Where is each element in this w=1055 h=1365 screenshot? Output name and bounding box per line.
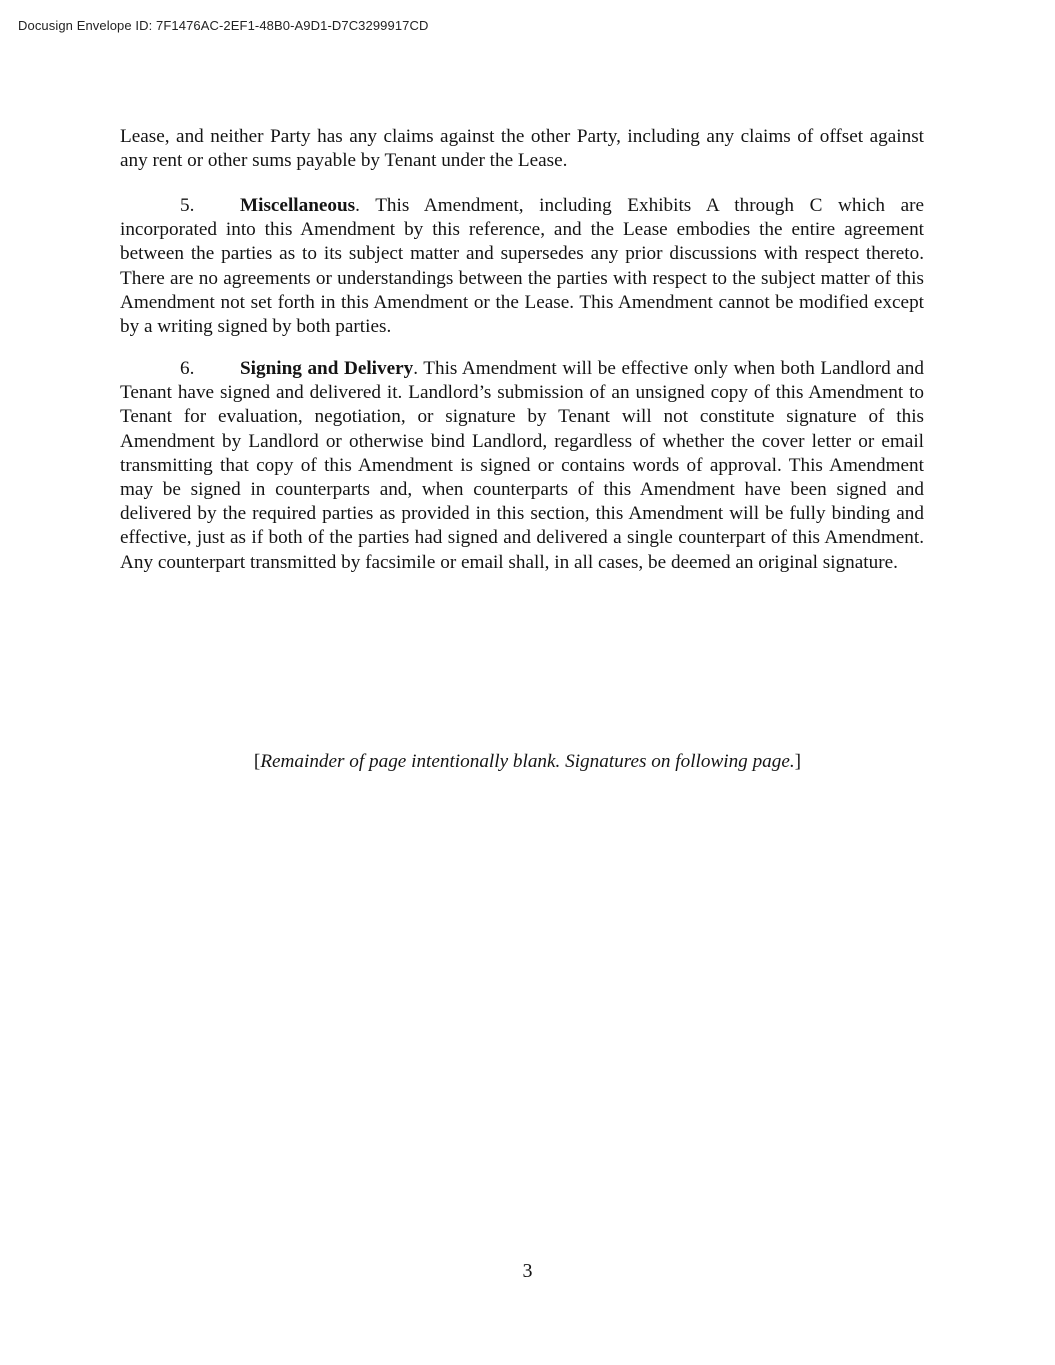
open-bracket: [ [253, 751, 261, 772]
remainder-blank-note [0, 751, 1055, 773]
section-heading: Miscellaneous [240, 195, 356, 216]
remainder-text: Remainder of page intentionally blank. Signatures on following page. [260, 751, 795, 772]
docusign-envelope-id: Docusign Envelope ID: 7F1476AC-2EF1-48B0-A9D1-D7C3299917CD [18, 18, 429, 33]
section-body: . This Amendment will be effective only when both Landlord and Tenant have signed and delivered it. Landlord’s submission of an unsigned copy of this Amendment to Tenant for evaluation, negotiation, or signature by Tenant will not constitute signature of this Amendment by Landlord or otherwise bind Landlord, regardless of whether the cover letter or email transmitting that copy of this Amendment is signed or contains words of approval. This Amendment may be signed in counterparts and, when counterparts of this Amendment have been signed and delivered by the required parties as provided in this section, this Amendment will be fully binding and effective, just as if both of the parties had signed and delivered a single counterpart of this Amendment. Any counterpart transmitted by facsimile or email shall, in all cases, be deemed an original signature. [120, 358, 924, 573]
section-5-miscellaneous [120, 194, 924, 339]
section-body: . This Amendment, including Exhibits A through C which are incorporated into this Amendment by this reference, and the Lease embodies the entire agreement between the parties as to its subject matter and supersedes any prior discussions with respect thereto. There are no agreements or understandings between the parties with respect to the subject matter of this Amendment not set forth in this Amendment or the Lease. This Amendment cannot be modified except by a writing signed by both parties. [120, 195, 924, 338]
page-number: 3 [522, 1260, 533, 1282]
close-bracket: ] [794, 751, 802, 772]
section-paragraph [120, 357, 924, 575]
section-number: 5. [180, 195, 195, 216]
lease-continuation-paragraph [120, 125, 924, 173]
section-paragraph [120, 194, 924, 339]
section-number: 6. [180, 358, 195, 379]
continuation-text: Lease, and neither Party has any claims against the other Party, including any claims of offset against any rent or other sums payable by Tenant under the Lease. [120, 126, 924, 172]
section-6-signing-and-delivery [120, 357, 924, 575]
section-heading: Signing and Delivery [240, 358, 414, 379]
